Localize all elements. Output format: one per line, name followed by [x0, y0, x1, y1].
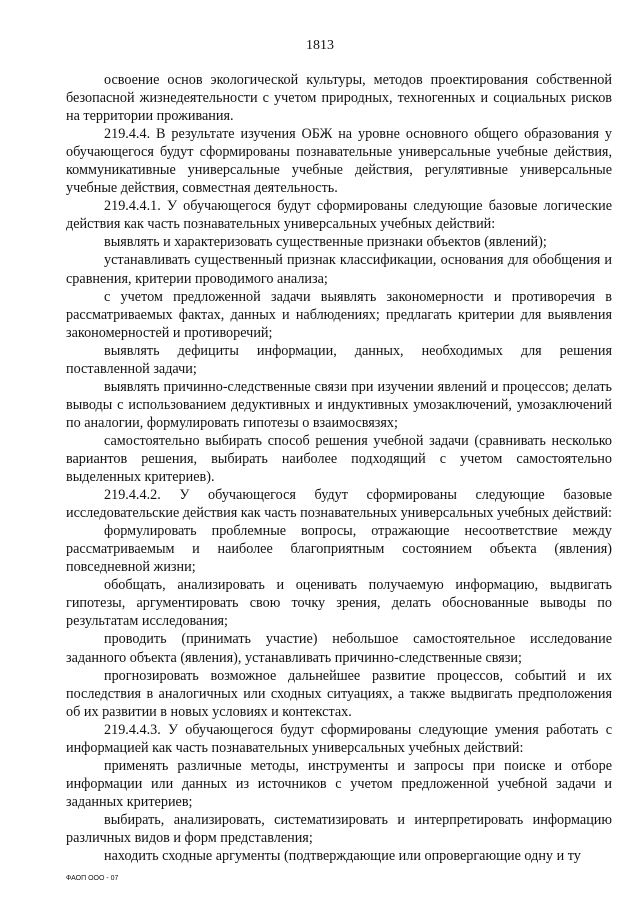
paragraph: 219.4.4.3. У обучающегося будут сформированы следующие умения работать с информацией как часть познавательных универсальных учебных действий:: [66, 721, 612, 756]
paragraph: проводить (принимать участие) небольшое самостоятельное исследование заданного объекта (явления), устанавливать причинно-следственные связи;: [66, 631, 612, 666]
paragraph: выявлять причинно-следственные связи при изучении явлений и процессов; делать выводы с использованием дедуктивных и индуктивных умозаключений, умозаключений по аналогии, формулировать гипотезы о взаимосвязях;: [66, 378, 612, 431]
paragraph: обобщать, анализировать и оценивать получаемую информацию, выдвигать гипотезы, аргументировать свою точку зрения, делать обоснованные выводы по результатам исследования;: [66, 577, 612, 630]
paragraph: выбирать, анализировать, систематизировать и интерпретировать информацию различных видов и форм представления;: [66, 811, 612, 846]
footer-label: ФАОП ООО - 07: [66, 875, 119, 882]
paragraph: 219.4.4.1. У обучающегося будут сформированы следующие базовые логические действия как часть познавательных универсальных учебных действий:: [66, 198, 612, 233]
document-body: [66, 71, 612, 865]
paragraph: 219.4.4.2. У обучающегося будут сформированы следующие базовые исследовательские действия как часть познавательных универсальных учебных действий:: [66, 487, 613, 522]
paragraph: самостоятельно выбирать способ решения учебной задачи (сравнивать несколько вариантов решения, выбирать наиболее подходящий с учетом самостоятельно выделенных критериев).: [66, 432, 612, 486]
page-number: 1813: [306, 38, 334, 53]
paragraph: находить сходные аргументы (подтверждающие или опровергающие одну и ту: [104, 848, 581, 865]
paragraph: с учетом предложенной задачи выявлять закономерности и противоречия в рассматриваемых фактах, данных и наблюдениях; предлагать критерии для выявления закономерностей и противоречий;: [66, 288, 612, 341]
paragraph: применять различные методы, инструменты и запросы при поиске и отборе информации или данных из источников с учетом предложенной учебной задачи и заданных критериев;: [66, 757, 612, 810]
paragraph: выявлять и характеризовать существенные признаки объектов (явлений);: [104, 234, 547, 251]
paragraph: 219.4.4. В результате изучения ОБЖ на уровне основного общего образования у обучающегося будут сформированы познавательные универсальные учебные действия, коммуникативные универсальные учебные действия, регулятивные универсальные учебные действия, совместная деятельность.: [66, 126, 612, 197]
paragraph: устанавливать существенный признак классификации, основания для обобщения и сравнения, критерии проводимого анализа;: [66, 252, 612, 287]
paragraph: формулировать проблемные вопросы, отражающие несоответствие между рассматриваемым и наиболее благоприятным состоянием объекта (явления) повседневной жизни;: [66, 523, 612, 576]
paragraph: прогнозировать возможное дальнейшее развитие процессов, событий и их последствия в аналогичных или сходных ситуациях, а также выдвигать предположения об их развитии в новых условиях и контекстах.: [66, 667, 612, 720]
paragraph: выявлять дефициты информации, данных, необходимых для решения поставленной задачи;: [66, 342, 612, 377]
paragraph: освоение основ экологической культуры, методов проектирования собственной безопасной жизнедеятельности с учетом природных, техногенных и социальных рисков на территории проживания.: [66, 72, 612, 125]
